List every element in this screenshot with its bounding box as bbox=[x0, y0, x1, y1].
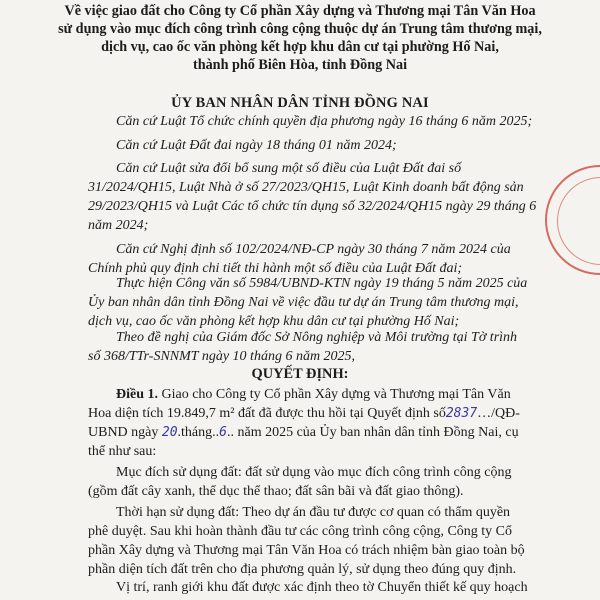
title-line: thành phố Biên Hòa, tỉnh Đồng Nai bbox=[192, 57, 408, 73]
legal-basis bbox=[88, 159, 563, 235]
text-span: Hoa diện tích 19.849,7 m² đất đã được thu hồi tại Quyết định số bbox=[88, 406, 446, 421]
text-line: Căn cứ Luật Tổ chức chính quyền địa phương ngày 16 tháng 6 năm 2025; bbox=[116, 114, 533, 129]
text-span: Giao cho Công ty Cổ phần Xây dựng và Thương mại Tân Văn bbox=[161, 387, 511, 402]
text-span: …/QĐ- bbox=[477, 406, 520, 421]
text-line: thể như sau: bbox=[88, 444, 157, 459]
text-line: số 368/TTr-SNNMT ngày 10 tháng 6 năm 2025, bbox=[88, 349, 356, 364]
text-line: năm 2024; bbox=[88, 218, 149, 233]
text-line: Căn cứ Nghị định số 102/2024/NĐ-CP ngày 30 tháng 7 năm 2024 của bbox=[116, 242, 511, 257]
text-line: phần diện tích đất trên cho địa phương quản lý, sử dụng theo đúng quy định. bbox=[88, 562, 517, 577]
text-line: dịch vụ, cao ốc văn phòng kết hợp khu dân cư tại phường Hố Nai; bbox=[88, 314, 460, 329]
handwritten-number: 2837 bbox=[445, 406, 478, 421]
text-line: Thời hạn sử dụng đất: Theo dự án đầu tư được cơ quan có thẩm quyền bbox=[116, 505, 511, 520]
legal-basis bbox=[88, 328, 563, 366]
issuing-authority: ỦY BAN NHÂN DÂN TỈNH ĐỒNG NAI bbox=[171, 95, 429, 111]
text-line: Chính phủ quy định chi tiết thi hành một số điều của Luật Đất đai; bbox=[88, 261, 463, 276]
seal-inner-ring bbox=[557, 177, 600, 265]
text-line: Vị trí, ranh giới khu đất được xác định theo tờ Chuyển thiết kế quy hoạch bbox=[116, 580, 528, 595]
handwritten-day: 20 bbox=[161, 425, 178, 440]
text-line: Ủy ban nhân dân tỉnh Đồng Nai về việc đầu tư dự án Trung tâm thương mại, bbox=[88, 295, 519, 310]
text-line: Căn cứ Luật sửa đổi bổ sung một số điều của Luật Đất đai số bbox=[116, 161, 462, 176]
legal-basis bbox=[88, 136, 563, 155]
legal-basis bbox=[88, 240, 563, 278]
article-label: Điều 1. bbox=[116, 387, 158, 402]
title-line: sử dụng vào mục đích công trình công cộng thuộc dự án Trung tâm thương mại, bbox=[58, 21, 542, 37]
title-line: dịch vụ, cao ốc văn phòng kết hợp khu dân cư tại phường Hố Nai, bbox=[101, 39, 499, 55]
title-line: Về việc giao đất cho Công ty Cổ phần Xây dựng và Thương mại Tân Văn Hoa bbox=[64, 3, 536, 19]
land-use-purpose bbox=[88, 463, 563, 501]
handwritten-month: 6 bbox=[219, 425, 227, 440]
text-line: Mục đích sử dụng đất: đất sử dụng vào mục đích công trình công cộng bbox=[116, 465, 512, 480]
text-span: UBND ngày bbox=[88, 425, 159, 440]
text-span: năm 2025 của Ủy ban nhân dân tỉnh Đồng Nai, cụ bbox=[237, 425, 519, 440]
text-line: 31/2024/QH15, Luật Nhà ở số 27/2023/QH15, Luật Kinh doanh bất động sản bbox=[88, 180, 524, 195]
text-span: tháng bbox=[181, 425, 213, 440]
location-paragraph bbox=[88, 578, 563, 597]
legal-basis bbox=[88, 112, 563, 131]
text-line: 29/2023/QH15 và Luật Các tổ chức tín dụng số 32/2024/QH15 ngày 29 tháng 6 bbox=[88, 199, 537, 214]
text-line bbox=[88, 404, 563, 423]
decision-heading: QUYẾT ĐỊNH: bbox=[251, 366, 349, 382]
text-line: Theo đề nghị của Giám đốc Sở Nông nghiệp và Môi trường tại Tờ trình bbox=[116, 330, 518, 345]
text-line: phê duyệt. Sau khi hoàn thành đầu tư các công trình công cộng, Công ty Cổ bbox=[88, 524, 513, 539]
document-title bbox=[40, 2, 560, 74]
text-line: phần Xây dựng và Thương mại Tân Văn Hoa có trách nhiệm bàn giao toàn bộ bbox=[88, 543, 525, 558]
land-use-term bbox=[88, 503, 563, 579]
article-1 bbox=[88, 385, 563, 461]
text-line: (gồm đất cây xanh, thể dục thể thao; đất sân bãi và đất giao thông). bbox=[88, 484, 464, 499]
text-line bbox=[88, 385, 563, 404]
legal-basis bbox=[88, 274, 563, 331]
text-line: Thực hiện Công văn số 5984/UBND-KTN ngày 19 tháng 5 năm 2025 của bbox=[116, 276, 528, 291]
text-line: UBND ngày 20.tháng..6.. năm 2025 của Ủy ban nhân dân tỉnh Đồng Nai, cụ bbox=[88, 425, 519, 440]
text-line: Căn cứ Luật Đất đai ngày 18 tháng 01 năm 2024; bbox=[116, 138, 397, 153]
